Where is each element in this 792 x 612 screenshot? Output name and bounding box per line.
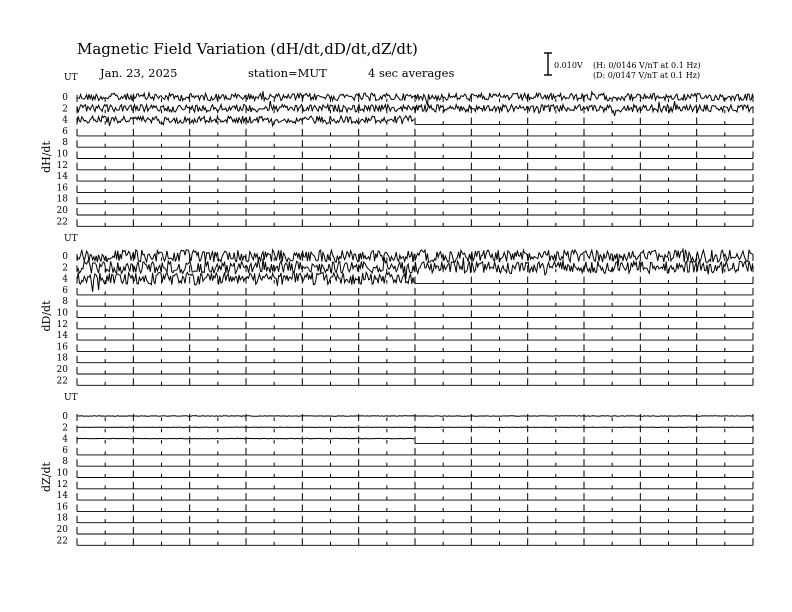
hour-label: 10 (56, 308, 68, 319)
hour-label: 4 (62, 274, 68, 285)
hour-label: 0 (62, 252, 68, 262)
hour-label: 6 (62, 285, 68, 296)
scale-value: 0.010V (554, 61, 583, 70)
hour-label: 20 (56, 525, 68, 535)
hour-label: 4 (62, 434, 68, 445)
averaging-label: 4 sec averages (368, 66, 455, 80)
panel-ylabel: dH/dt (40, 141, 53, 173)
station-label: station=MUT (248, 66, 327, 80)
ut-label: UT (64, 393, 78, 403)
hour-label: 4 (62, 115, 68, 126)
ut-label: UT (64, 73, 78, 83)
date-label: Jan. 23, 2025 (100, 66, 178, 80)
hour-label: 8 (62, 138, 68, 149)
hour-label: 2 (62, 104, 68, 115)
data-trace (77, 438, 414, 439)
hour-label: 18 (56, 353, 68, 364)
panel-ylabel: dD/dt (40, 300, 53, 332)
hour-label: 8 (62, 297, 68, 308)
panel-ylabel: dZ/dt (40, 462, 53, 492)
scale-d-sensitivity: (D: 0/0147 V/nT at 0.1 Hz) (593, 71, 701, 80)
hour-label: 12 (56, 160, 68, 171)
ut-label: UT (64, 234, 78, 244)
data-trace (77, 416, 753, 417)
hour-label: 12 (56, 319, 68, 330)
hour-label: 20 (56, 206, 68, 216)
hour-label: 22 (56, 536, 68, 547)
panel-1 (40, 73, 753, 227)
hour-label: 12 (56, 479, 68, 490)
hour-label: 18 (56, 194, 68, 205)
hour-label: 22 (56, 217, 68, 228)
hour-label: 22 (56, 376, 68, 387)
hour-label: 14 (56, 491, 68, 502)
hour-label: 16 (56, 183, 68, 194)
hour-label: 14 (56, 331, 68, 342)
hour-label: 2 (62, 263, 68, 274)
hour-label: 16 (56, 342, 68, 353)
hour-label: 2 (62, 423, 68, 434)
hour-label: 8 (62, 457, 68, 468)
hour-label: 16 (56, 502, 68, 513)
hour-label: 18 (56, 513, 68, 524)
hour-label: 6 (62, 126, 68, 137)
hour-label: 6 (62, 445, 68, 456)
scale-bar-icon (544, 53, 552, 75)
hour-label: 10 (56, 149, 68, 160)
hour-label: 10 (56, 468, 68, 479)
panel-2 (40, 234, 753, 386)
hour-label: 0 (62, 93, 68, 103)
chart-title: Magnetic Field Variation (dH/dt,dD/dt,dZ/dt) (77, 40, 418, 58)
scale-h-sensitivity: (H: 0/0146 V/nT at 0.1 Hz) (593, 61, 701, 70)
panels-group (40, 73, 753, 546)
hour-label: 20 (56, 365, 68, 375)
hour-label: 0 (62, 412, 68, 422)
panel-3 (40, 393, 753, 546)
hour-label: 14 (56, 172, 68, 183)
